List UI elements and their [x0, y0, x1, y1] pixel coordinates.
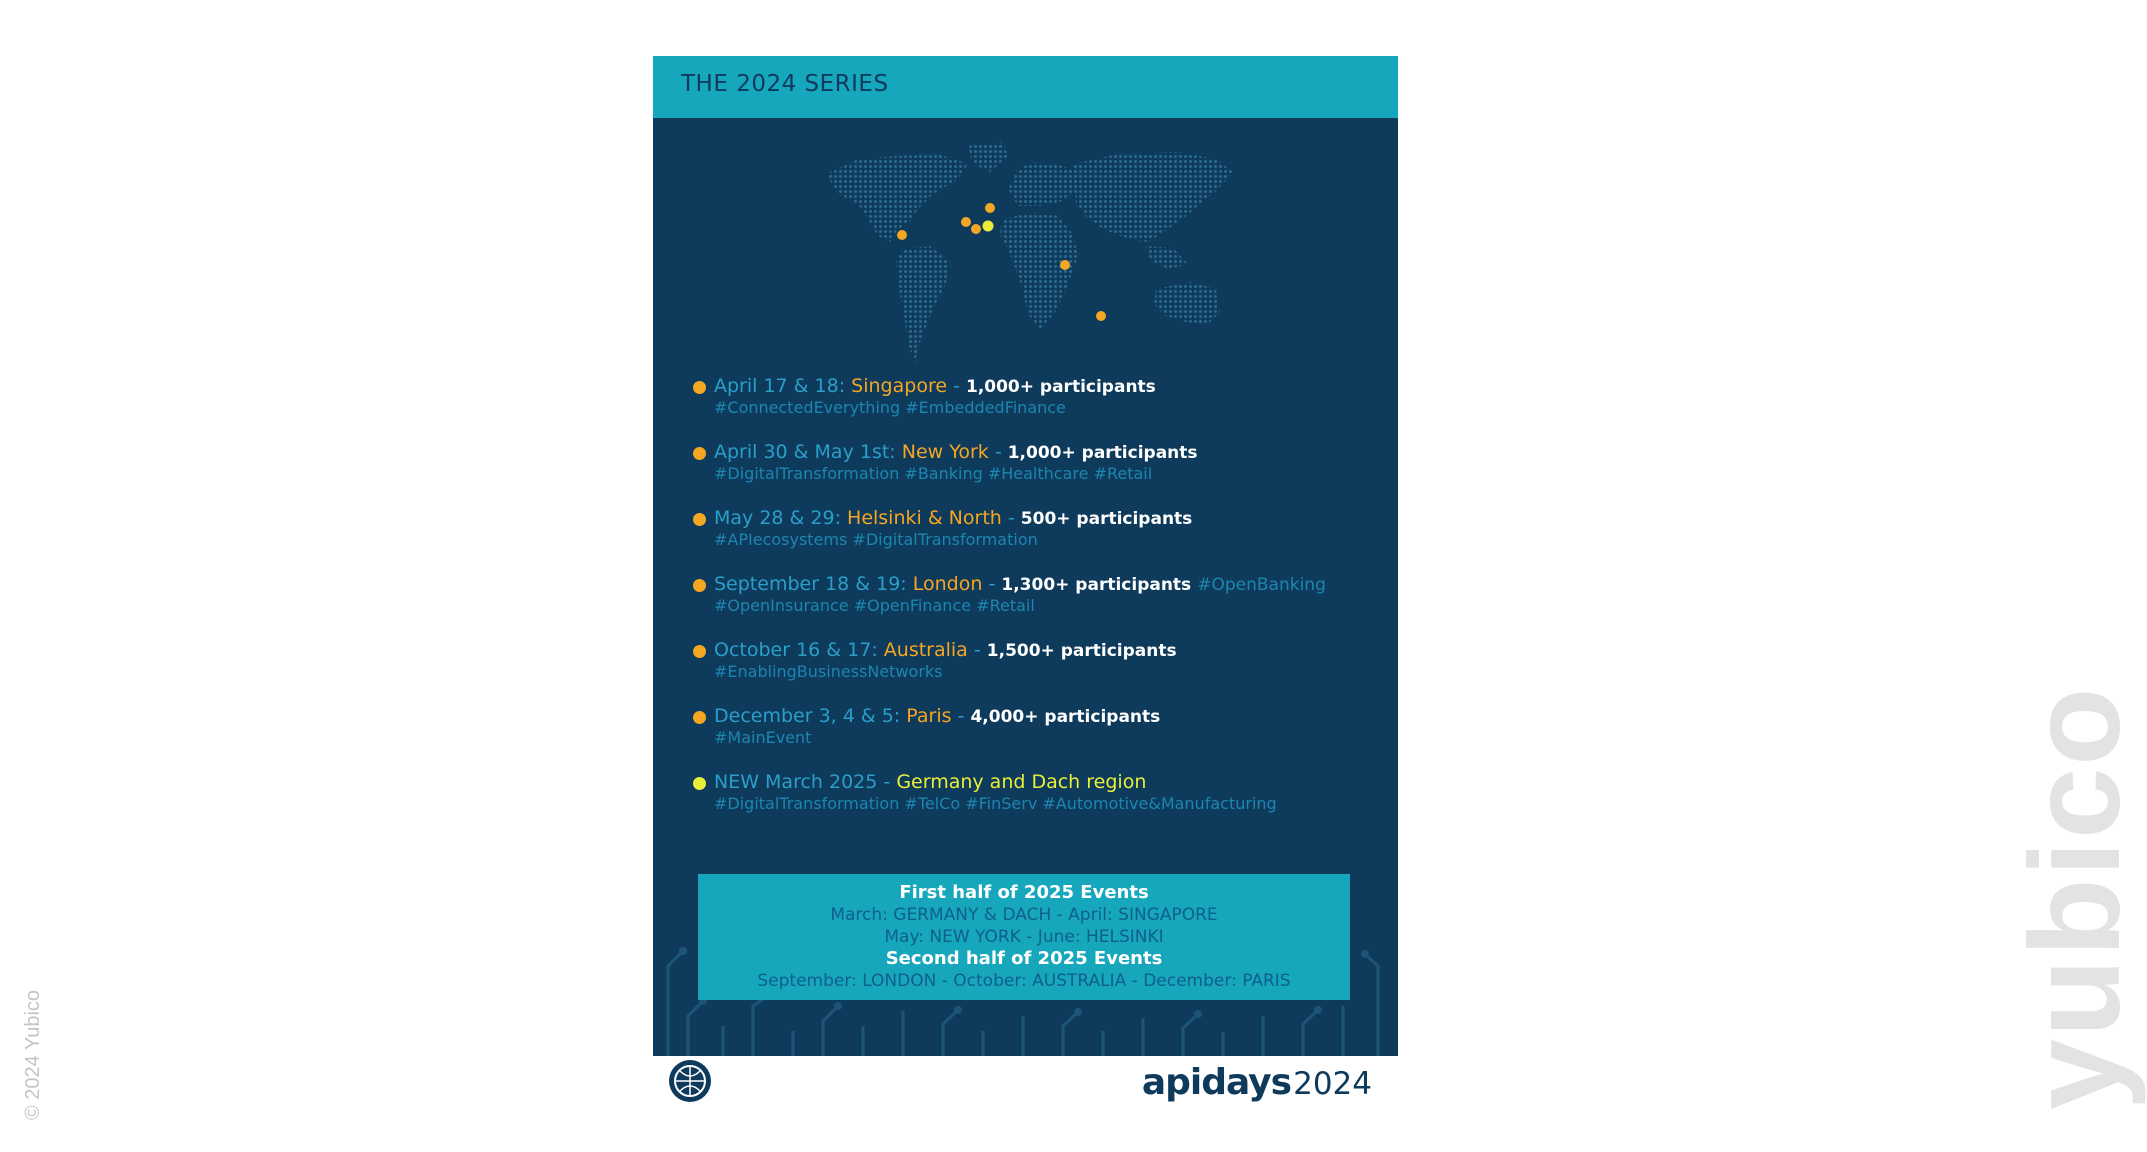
event-bullet	[693, 381, 706, 394]
event-date: NEW March 2025 -	[714, 771, 891, 793]
event-item: April 17 & 18: Singapore - 1,000+ participants #ConnectedEverything #EmbeddedFinance	[693, 374, 1383, 440]
event-participants: 4,000+ participants	[970, 707, 1161, 727]
event-item-new	[693, 770, 1383, 836]
event-item: December 3, 4 & 5: Paris - 4,000+ participants #MainEvent	[693, 704, 1383, 770]
event-participants: 1,300+ participants	[1001, 575, 1192, 595]
event-date: April 30 & May 1st:	[714, 441, 896, 463]
marker-germany	[983, 221, 994, 232]
event-participants: 500+ participants	[1020, 509, 1193, 529]
continents	[826, 142, 1233, 362]
event-item: September 18 & 19: London - 1,300+ participants #OpenBanking #OpenInsurance #OpenFinance #Retail	[693, 572, 1383, 638]
event-tagline: #OpenBanking	[1197, 575, 1326, 595]
event-tags: #APIecosystems #DigitalTransformation	[714, 530, 1038, 549]
copyright-text: © 2024 Yubico	[22, 989, 44, 1120]
first-half-line: May: NEW YORK - June: HELSINKI	[884, 927, 1164, 947]
event-date: April 17 & 18:	[714, 375, 846, 397]
apidays-logo	[1142, 1062, 1372, 1103]
event-item: April 30 & May 1st: New York - 1,000+ participants #DigitalTransformation #Banking #Healthcare #Retail	[693, 440, 1383, 506]
event-date: September 18 & 19:	[714, 573, 907, 595]
event-bullet	[693, 777, 706, 790]
marker-new-york	[897, 230, 907, 240]
event-city: London	[912, 573, 983, 595]
event-participants: 1,500+ participants	[986, 641, 1177, 661]
yubico-watermark: yubico	[2004, 685, 2147, 1110]
marker-australia	[1096, 311, 1106, 321]
marker-paris	[971, 224, 981, 234]
event-city: Singapore	[851, 375, 948, 397]
event-bullet	[693, 579, 706, 592]
event-list	[693, 374, 1383, 836]
marker-singapore	[1060, 260, 1070, 270]
event-city: Germany and Dach region	[896, 771, 1147, 793]
event-participants: 1,000+ participants	[1007, 443, 1198, 463]
event-city: New York	[901, 441, 989, 463]
event-series-poster	[653, 56, 1398, 1056]
event-tags: #DigitalTransformation #TelCo #FinServ #Automotive&Manufacturing	[714, 794, 1277, 813]
poster-footer	[653, 1056, 1398, 1112]
event-item: May 28 & 29: Helsinki & North - 500+ participants #APIecosystems #DigitalTransformation	[693, 506, 1383, 572]
event-tags: #MainEvent	[714, 728, 812, 747]
event-tags: #DigitalTransformation #Banking #Healthcare #Retail	[714, 464, 1153, 483]
brand-name: apidays	[1141, 1062, 1292, 1103]
brand-year: 2024	[1293, 1066, 1372, 1102]
event-bullet	[693, 645, 706, 658]
event-date: May 28 & 29:	[714, 507, 841, 529]
first-half-line: March: GERMANY & DACH - April: SINGAPORE	[830, 905, 1218, 925]
event-participants: 1,000+ participants	[965, 377, 1156, 397]
event-bullet	[693, 447, 706, 460]
event-tags: #EnablingBusinessNetworks	[714, 662, 943, 681]
event-bullet	[693, 711, 706, 724]
apidays-globe-icon	[667, 1058, 713, 1104]
event-tags: #OpenInsurance #OpenFinance #Retail	[714, 596, 1035, 615]
marker-london	[961, 217, 971, 227]
first-half-title: First half of 2025 Events	[899, 882, 1149, 903]
event-city: Paris	[906, 705, 952, 727]
marker-helsinki	[985, 203, 995, 213]
event-item: October 16 & 17: Australia - 1,500+ participants #EnablingBusinessNetworks	[693, 638, 1383, 704]
world-map	[818, 134, 1238, 374]
poster-header	[653, 56, 1398, 118]
second-half-title: Second half of 2025 Events	[885, 948, 1163, 969]
event-tags: #ConnectedEverything #EmbeddedFinance	[714, 398, 1066, 417]
second-half-line: September: LONDON - October: AUSTRALIA - December: PARIS	[757, 971, 1291, 991]
upcoming-events-summary	[698, 874, 1350, 1000]
event-date: December 3, 4 & 5:	[714, 705, 901, 727]
event-city: Australia	[883, 639, 968, 661]
poster-title: THE 2024 SERIES	[681, 71, 889, 97]
event-bullet	[693, 513, 706, 526]
event-date: October 16 & 17:	[714, 639, 878, 661]
event-city: Helsinki & North	[847, 507, 1002, 529]
